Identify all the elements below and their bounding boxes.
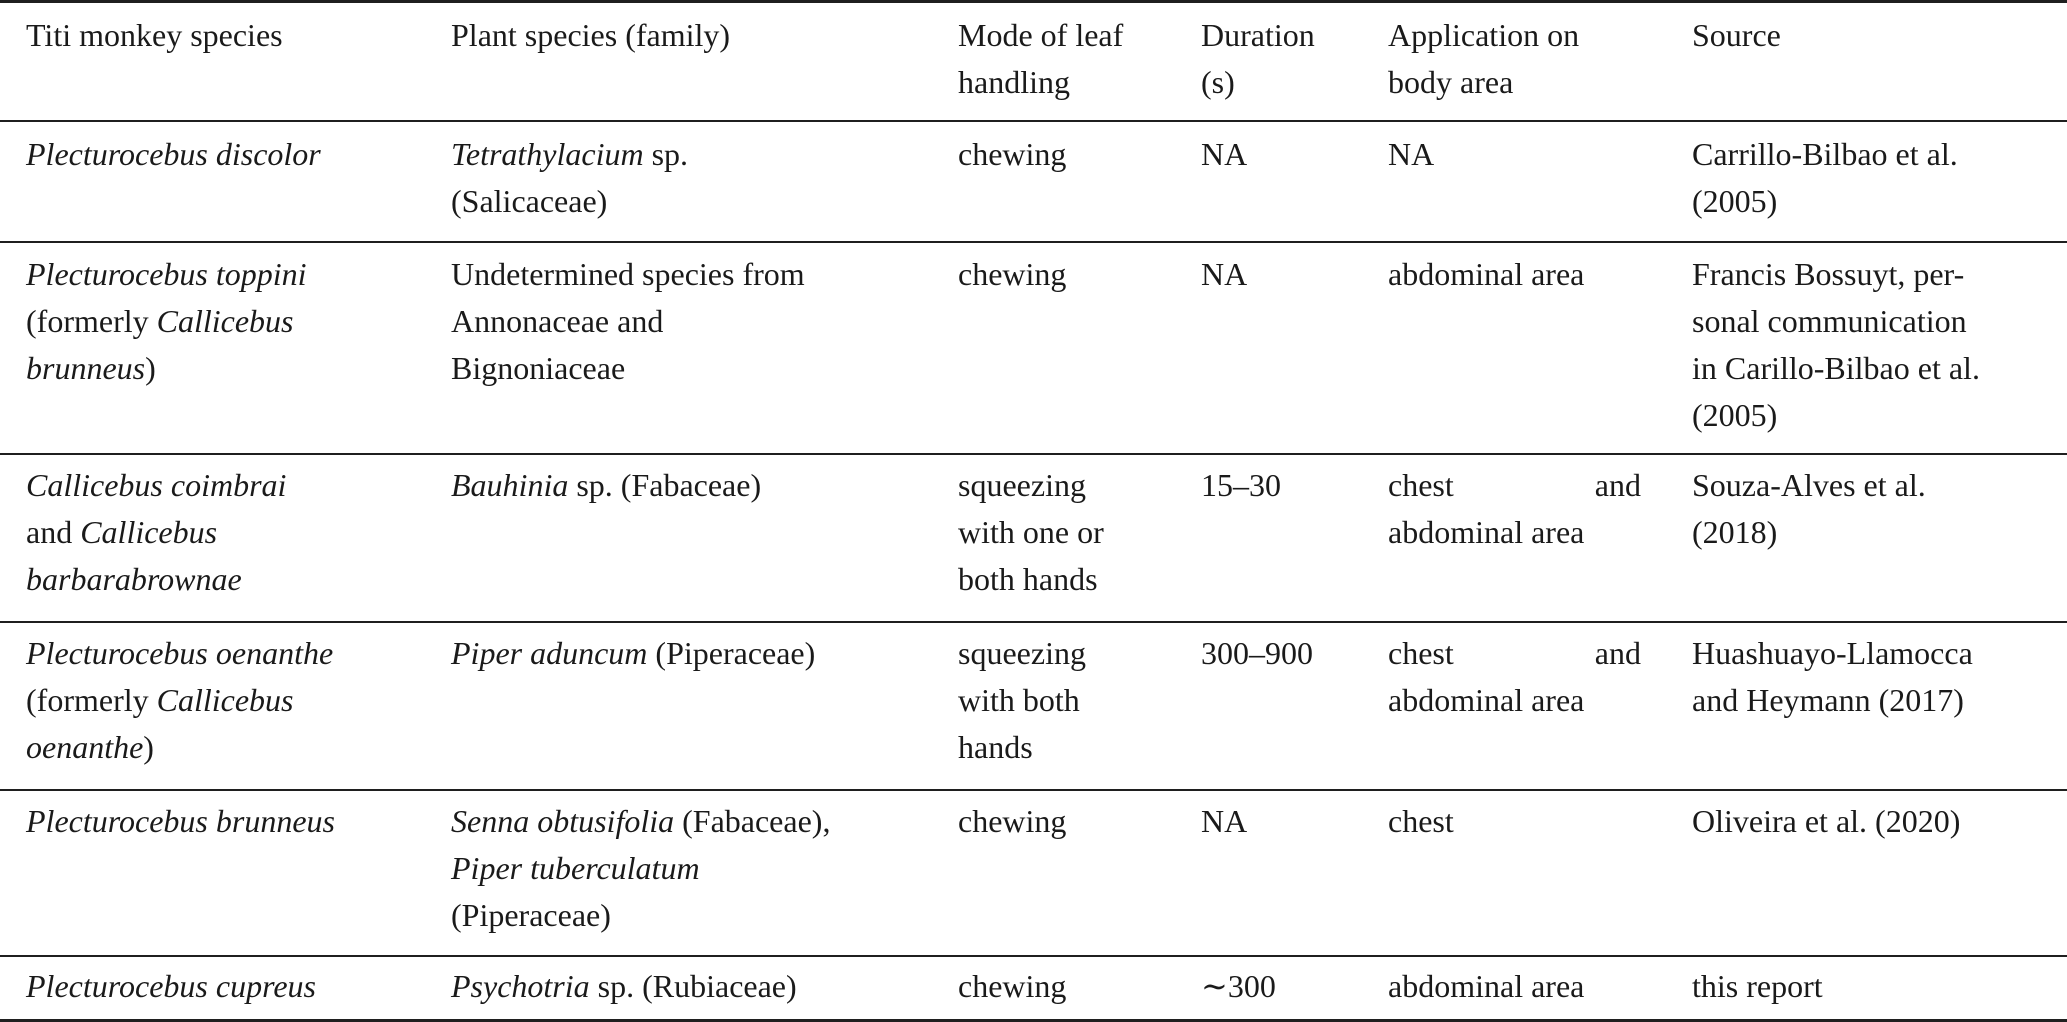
cell-line — [451, 798, 931, 845]
cell-duration — [1201, 131, 1361, 178]
italic-taxon-text: Bauhinia — [451, 467, 569, 503]
cell-line: (2018) — [1692, 514, 1778, 550]
cell-duration — [1201, 630, 1361, 677]
cell-text: Bignoniaceae — [451, 350, 626, 386]
header-duration — [1201, 12, 1361, 106]
cell-line: Oliveira et al. (2020) — [1692, 803, 1961, 839]
cell-duration — [1201, 798, 1361, 845]
cell-line: Souza-Alves et al. — [1692, 467, 1926, 503]
cell-duration — [1201, 251, 1361, 298]
cell-text: (formerly — [26, 303, 157, 339]
cell-line: ∼300 — [1201, 968, 1276, 1004]
italic-taxon-text: Plecturocebus cupreus — [26, 968, 316, 1004]
cell-line: (2005) — [1692, 397, 1778, 433]
top-rule — [0, 0, 2067, 3]
cell-line — [26, 677, 426, 724]
header-text: Mode of leaf — [958, 17, 1124, 53]
header-plant-species — [451, 12, 931, 59]
cell-line — [451, 462, 931, 509]
italic-taxon-text: Senna obtusifolia — [451, 803, 675, 839]
cell-line: abdominal area — [1388, 968, 1585, 1004]
cell-leaf-handling-mode — [958, 963, 1158, 1010]
header-leaf-handling-mode — [958, 12, 1158, 106]
cell-line: hands — [958, 729, 1033, 765]
cell-line: this report — [1692, 968, 1823, 1004]
header-source — [1692, 12, 2062, 59]
cell-line: abdominal area — [1388, 256, 1585, 292]
italic-taxon-text: Piper aduncum — [451, 635, 648, 671]
cell-line: 300–900 — [1201, 635, 1313, 671]
cell-line: NA — [1388, 136, 1435, 172]
italic-taxon-text: Plecturocebus brunneus — [26, 803, 335, 839]
cell-line: Carrillo-Bilbao et al. — [1692, 136, 1958, 172]
row-divider — [0, 241, 2067, 243]
cell-line: abdominal area — [1388, 514, 1585, 550]
cell-line — [451, 298, 931, 345]
cell-line: with both — [958, 682, 1080, 718]
cell-titi-monkey-species — [26, 251, 426, 392]
cell-titi-monkey-species — [26, 131, 426, 178]
cell-line — [26, 724, 426, 771]
cell-leaf-handling-mode — [958, 630, 1158, 771]
row-divider — [0, 789, 2067, 791]
cell-line: squeezing — [958, 467, 1086, 503]
header-text: Titi monkey species — [26, 17, 283, 53]
cell-line — [26, 462, 426, 509]
cell-source — [1692, 963, 2062, 1010]
cell-line — [26, 298, 426, 345]
cell-application-body-area — [1388, 251, 1641, 298]
cell-line: sonal communication — [1692, 303, 1967, 339]
italic-taxon-text: Plecturocebus oenanthe — [26, 635, 334, 671]
header-text: Plant species (family) — [451, 17, 731, 53]
cell-line — [451, 178, 931, 225]
cell-line — [451, 251, 931, 298]
row-divider — [0, 453, 2067, 455]
cell-source — [1692, 131, 2062, 225]
italic-taxon-text: brunneus — [26, 350, 146, 386]
cell-line — [451, 345, 931, 392]
cell-line — [26, 963, 426, 1010]
header-text: Application on — [1388, 17, 1580, 53]
cell-titi-monkey-species — [26, 963, 426, 1010]
cell-line: chewing — [958, 968, 1067, 1004]
cell-line — [451, 630, 931, 677]
row-divider — [0, 621, 2067, 623]
cell-duration — [1201, 963, 1361, 1010]
cell-text: ) — [143, 729, 154, 765]
italic-taxon-text: Psychotria — [451, 968, 590, 1004]
cell-application-body-area — [1388, 630, 1641, 724]
italic-taxon-text: Callicebus — [156, 682, 294, 718]
cell-text: (Fabaceae), — [674, 803, 831, 839]
cell-text: ) — [145, 350, 156, 386]
cell-text: sp. (Fabaceae) — [568, 467, 762, 503]
cell-line — [1388, 462, 1641, 509]
cell-line: both hands — [958, 561, 1098, 597]
cell-line: abdominal area — [1388, 682, 1585, 718]
cell-line: chewing — [958, 256, 1067, 292]
cell-text: Annonaceae and — [451, 303, 664, 339]
cell-line — [26, 556, 426, 603]
cell-application-body-area — [1388, 963, 1641, 1010]
cell-line: NA — [1201, 256, 1248, 292]
cell-line — [451, 131, 931, 178]
header-rule — [0, 120, 2067, 122]
cell-text: sp. — [643, 136, 689, 172]
cell-titi-monkey-species — [26, 630, 426, 771]
cell-line — [451, 845, 931, 892]
cell-text: (Piperaceae) — [647, 635, 816, 671]
italic-taxon-text: Piper tuberculatum — [451, 850, 700, 886]
cell-plant-species — [451, 798, 931, 939]
cell-line: chewing — [958, 136, 1067, 172]
cell-line: (2005) — [1692, 183, 1778, 219]
cell-line — [26, 345, 426, 392]
cell-leaf-handling-mode — [958, 251, 1158, 298]
cell-line — [451, 892, 931, 939]
italic-taxon-text: oenanthe — [26, 729, 144, 765]
cell-plant-species — [451, 131, 931, 225]
cell-text: Undetermined species from — [451, 256, 805, 292]
cell-leaf-handling-mode — [958, 462, 1158, 603]
cell-text: sp. (Rubiaceae) — [589, 968, 797, 1004]
cell-line: NA — [1201, 136, 1248, 172]
cell-line — [1388, 630, 1641, 677]
italic-taxon-text: Plecturocebus toppini — [26, 256, 307, 292]
cell-application-body-area — [1388, 462, 1641, 556]
cell-text: (Piperaceae) — [451, 897, 611, 933]
cell-text: (Salicaceae) — [451, 183, 608, 219]
header-text: body area — [1388, 64, 1514, 100]
cell-source — [1692, 462, 2062, 556]
cell-line: in Carillo-Bilbao et al. — [1692, 350, 1980, 386]
cell-line: and Heymann (2017) — [1692, 682, 1964, 718]
header-text: Source — [1692, 17, 1781, 53]
cell-line: Francis Bossuyt, per- — [1692, 256, 1965, 292]
cell-plant-species — [451, 251, 931, 392]
word: chest — [1388, 467, 1454, 503]
cell-line: chewing — [958, 803, 1067, 839]
cell-source — [1692, 630, 2062, 724]
cell-leaf-handling-mode — [958, 798, 1158, 845]
italic-taxon-text: Tetrathylacium — [451, 136, 644, 172]
cell-line — [26, 251, 426, 298]
cell-application-body-area — [1388, 131, 1641, 178]
cell-source — [1692, 251, 2062, 439]
header-text: Duration — [1201, 17, 1315, 53]
italic-taxon-text: Callicebus — [156, 303, 294, 339]
cell-plant-species — [451, 963, 931, 1010]
cell-text: and — [26, 514, 81, 550]
cell-leaf-handling-mode — [958, 131, 1158, 178]
cell-line: 15–30 — [1201, 467, 1281, 503]
header-titi-monkey-species — [26, 12, 426, 59]
cell-source — [1692, 798, 2062, 845]
italic-taxon-text: Plecturocebus discolor — [26, 136, 321, 172]
italic-taxon-text: Callicebus — [80, 514, 218, 550]
cell-line: chest — [1388, 803, 1454, 839]
cell-plant-species — [451, 462, 931, 509]
row-divider — [0, 955, 2067, 957]
header-text: (s) — [1201, 64, 1235, 100]
cell-line: with one or — [958, 514, 1104, 550]
cell-duration — [1201, 462, 1361, 509]
word: and — [1594, 635, 1641, 671]
word: and — [1594, 467, 1641, 503]
cell-plant-species — [451, 630, 931, 677]
cell-application-body-area — [1388, 798, 1641, 845]
cell-line: NA — [1201, 803, 1248, 839]
cell-line: Huashuayo-Llamocca — [1692, 635, 1973, 671]
cell-titi-monkey-species — [26, 798, 426, 845]
cell-line — [26, 798, 426, 845]
header-text: handling — [958, 64, 1070, 100]
cell-text: (formerly — [26, 682, 157, 718]
cell-line — [26, 509, 426, 556]
cell-titi-monkey-species — [26, 462, 426, 603]
header-application-body-area — [1388, 12, 1641, 106]
cell-line — [26, 131, 426, 178]
italic-taxon-text: Callicebus coimbrai — [26, 467, 287, 503]
cell-line — [451, 963, 931, 1010]
cell-line — [26, 630, 426, 677]
word: chest — [1388, 635, 1454, 671]
italic-taxon-text: barbarabrownae — [26, 561, 242, 597]
cell-line: squeezing — [958, 635, 1086, 671]
